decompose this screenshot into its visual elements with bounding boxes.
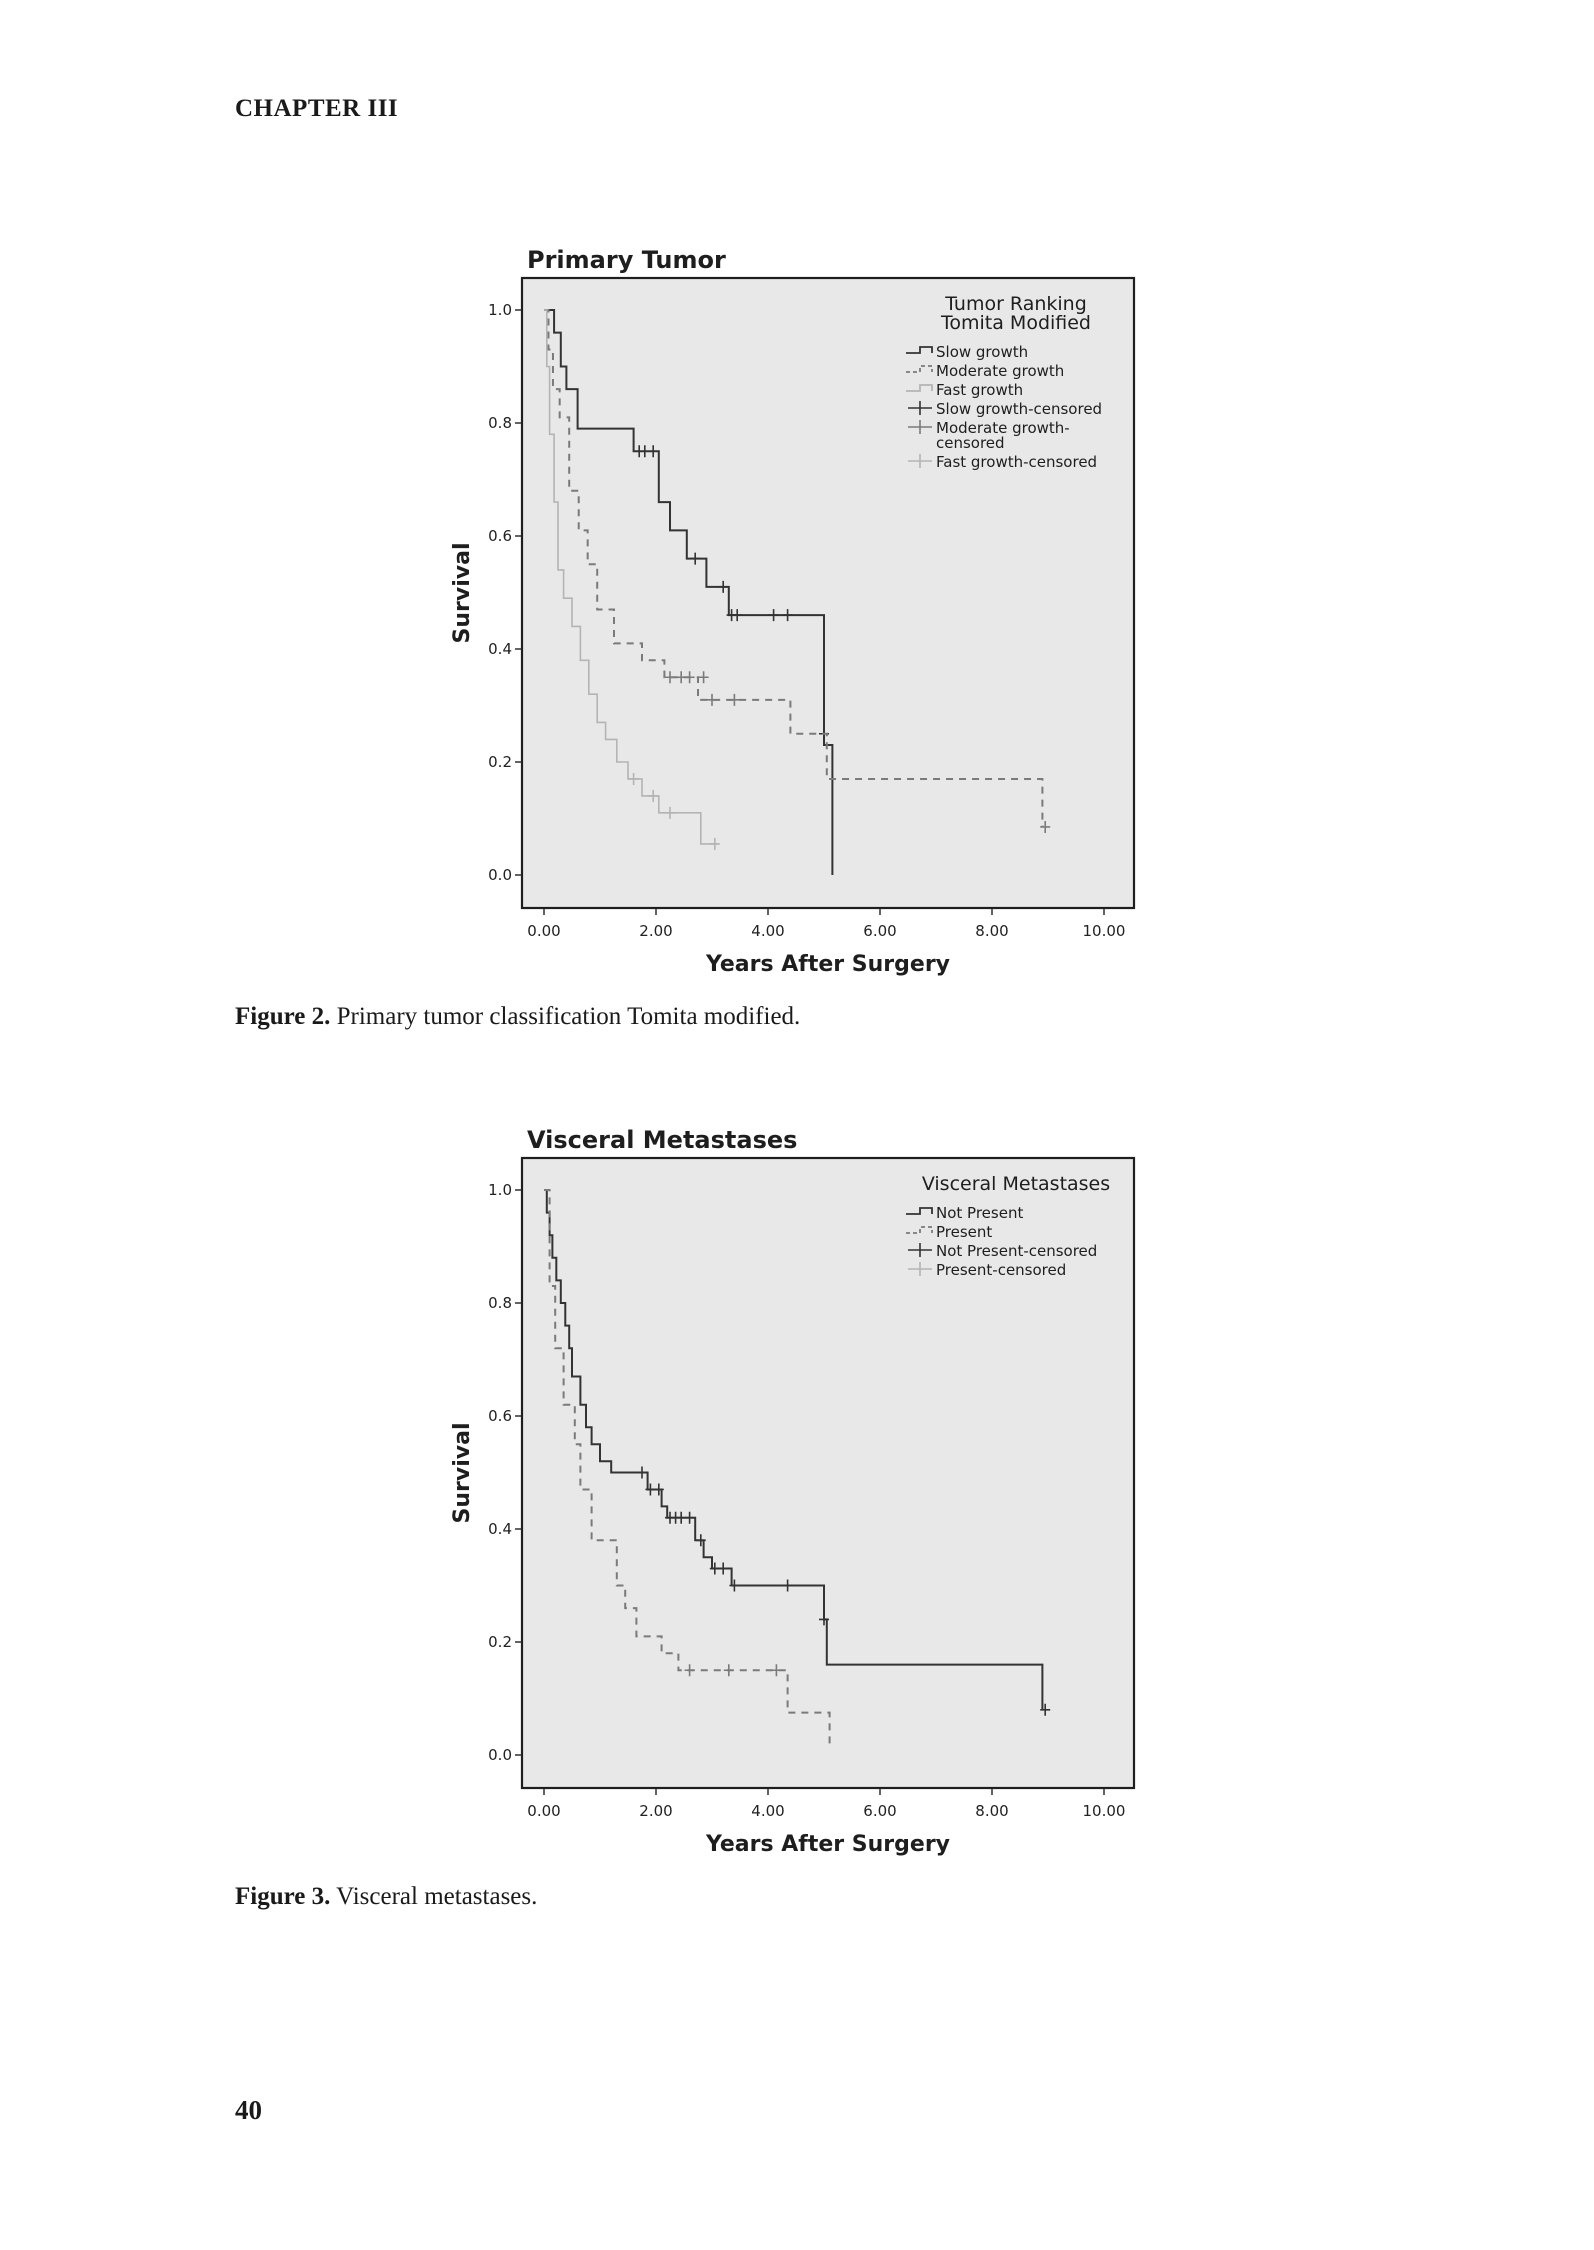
y-tick-label: 0.4 [488, 640, 512, 658]
x-axis-title: Years After Surgery [705, 952, 951, 977]
chart-title: Visceral Metastases [527, 1126, 798, 1154]
figure-3-caption [235, 1883, 537, 1911]
legend-label: Present-censored [936, 1261, 1067, 1279]
y-tick-label: 0.0 [488, 866, 512, 884]
legend-label: Fast growth-censored [936, 453, 1098, 471]
y-tick-label: 0.0 [488, 1746, 512, 1764]
x-tick-label: 6.00 [863, 922, 897, 940]
x-tick-label: 8.00 [975, 1802, 1009, 1820]
y-tick-label: 0.8 [488, 414, 512, 432]
x-tick-label: 4.00 [751, 1802, 785, 1820]
figure-3-text: Visceral metastases. [330, 1883, 538, 1910]
y-tick-label: 0.6 [488, 1407, 512, 1425]
y-axis-title: Survival [450, 542, 475, 644]
y-axis-title: Survival [450, 1422, 475, 1524]
x-tick-label: 10.00 [1082, 922, 1126, 940]
figure-2-caption [235, 1003, 800, 1031]
legend-label: Not Present-censored [936, 1242, 1098, 1260]
primary-tumor-chart [430, 235, 1190, 977]
x-tick-label: 8.00 [975, 922, 1009, 940]
x-tick-label: 2.00 [639, 922, 673, 940]
page-number: 40 [235, 2095, 262, 2125]
figure-2-text: Primary tumor classification Tomita modified. [330, 1003, 801, 1030]
x-tick-label: 0.00 [527, 1802, 561, 1820]
y-tick-label: 1.0 [488, 1181, 512, 1199]
x-tick-label: 6.00 [863, 1802, 897, 1820]
y-tick-label: 1.0 [488, 301, 512, 319]
legend-title: Tomita Modified [941, 312, 1091, 334]
visceral-metastases-chart [430, 1115, 1190, 1857]
y-tick-label: 0.2 [488, 753, 512, 771]
x-axis-title: Years After Surgery [705, 1832, 951, 1857]
x-tick-label: 2.00 [639, 1802, 673, 1820]
y-tick-label: 0.8 [488, 1294, 512, 1312]
legend-title: Visceral Metastases [921, 1173, 1111, 1195]
x-tick-label: 10.00 [1082, 1802, 1126, 1820]
figure-2-label: Figure 2. [235, 1003, 331, 1030]
legend-label: Slow growth [936, 343, 1029, 361]
legend-label: Slow growth-censored [936, 400, 1103, 418]
legend-label: Present [936, 1223, 993, 1241]
chart-title: Primary Tumor [527, 246, 726, 274]
x-tick-label: 4.00 [751, 922, 785, 940]
legend-label: censored [936, 434, 1005, 452]
legend-label: Moderate growth [936, 362, 1065, 380]
legend-title: Tumor Ranking [945, 293, 1087, 315]
legend-label: Fast growth [936, 381, 1024, 399]
legend-label: Not Present [936, 1204, 1024, 1222]
y-tick-label: 0.2 [488, 1633, 512, 1651]
y-tick-label: 0.6 [488, 527, 512, 545]
figure-3-label: Figure 3. [235, 1883, 331, 1910]
chapter-header: CHAPTER III [235, 95, 399, 122]
y-tick-label: 0.4 [488, 1520, 512, 1538]
legend-label: Moderate growth- [936, 419, 1070, 437]
x-tick-label: 0.00 [527, 922, 561, 940]
